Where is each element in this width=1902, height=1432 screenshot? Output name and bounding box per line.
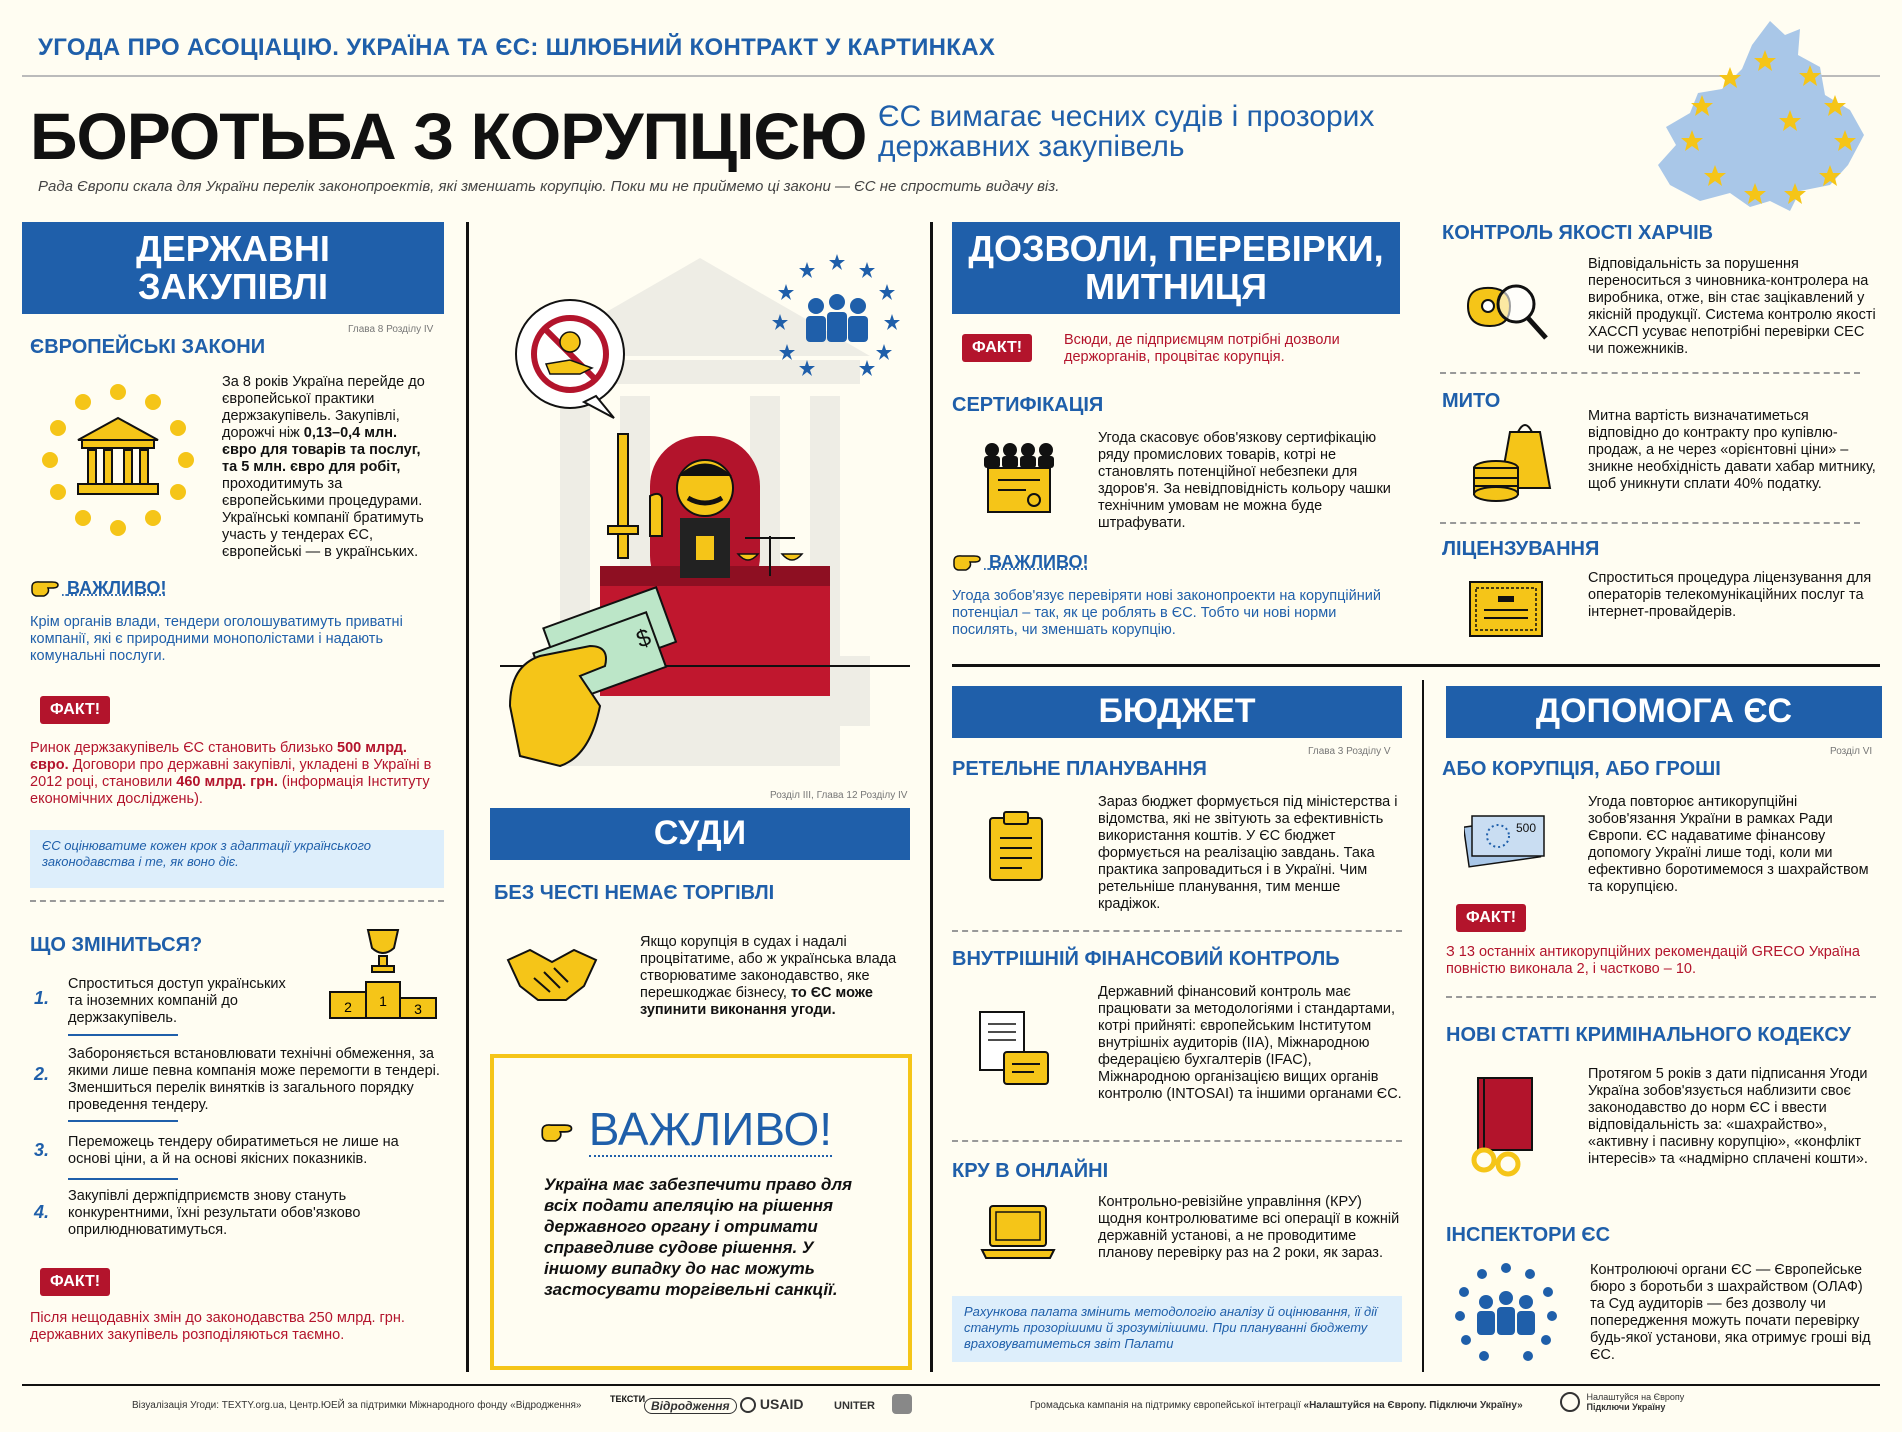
budget-ref: Глава 3 Розділу V: [1308, 746, 1391, 757]
eu-laws-text-bold: 0,13–0,4 млн. євро для товарів та послуг, та 5 млн. євро для робіт,: [222, 425, 421, 475]
footer-right: [1030, 1400, 1523, 1411]
food-title: КОНТРОЛЬ ЯКОСТІ ХАРЧІВ: [1442, 222, 1714, 244]
change-num-2: 2.: [34, 1064, 50, 1084]
change-text-1: Спроститься доступ українських та іноземних компаній до держзакупівель.: [68, 976, 286, 1026]
dash-col1: [30, 900, 444, 902]
control-text: Державний фінансовий контроль має працювати за методологіями і стандартами, котрі прийняті: європейським Інститутом внутрішніх аудиторів (IIA), Міжнародною федерацією бухгалтерів (IFAC), Міжнародною організацією вищих органів контролю (INTOSAI) та іншими органами ЄС.: [1098, 984, 1402, 1102]
documents-icon: [978, 1010, 1050, 1086]
procurement-fact-text: [30, 740, 440, 808]
money-title: АБО КОРУПЦІЯ, АБО ГРОШІ: [1442, 758, 1721, 780]
divider-col2: [930, 222, 933, 1372]
subtitle-line1: ЄС вимагає чесних судів і прозорих: [878, 100, 1375, 133]
eu-laws-text-a: За 8 років Україна перейде до європейської практики держзакупівель. Закупівлі, дорожчі ніж: [222, 374, 425, 441]
svg-text:$: $: [632, 623, 655, 654]
courts-ref: Розділ III, Глава 12 Розділу IV: [770, 790, 908, 801]
important-label-1: [30, 578, 167, 599]
no-bribe-icon: [510, 296, 630, 420]
food-control-icon: [1462, 276, 1552, 346]
kru-title: КРУ В ОНЛАЙНІ: [952, 1160, 1109, 1182]
permits-fact-text: Всюди, де підприємцям потрібні дозволи держорганів, процвітає корупція.: [1064, 332, 1340, 365]
budget-note: Рахункова палата змінить методологію аналізу й оцінювання, її дії стануть прозорішими й зрозумілішими. При плануванні бюджету враховуватиметься звіт Палати: [952, 1296, 1402, 1362]
coins-bag-icon: [1470, 418, 1556, 504]
fact1-bold1: 500 млрд. євро.: [30, 740, 407, 773]
section-procurement-line2: ЗАКУПІВЛІ: [137, 266, 329, 307]
footer-right-bold: «Налаштуйся на Європу. Підключи Україну»: [1303, 1400, 1523, 1411]
change-num-3: 3.: [34, 1140, 50, 1160]
procurement-note: ЄС оцінюватиме кожен крок з адаптації українського законодавства і те, як воно діє.: [30, 830, 444, 888]
podium-icon: [326, 924, 446, 1020]
procurement-important-text: Крім органів влади, тендери оголошуватимуть приватні компанії, які є природними монополістами і надають комунальні послуги.: [30, 614, 403, 664]
cert-text: Угода скасовує обов'язкову сертифікацію ряду промислових товарів, котрі не становлять потенційної небезпеки для здоров'я. За невідповідність кольору чашки технічним умовам не можна буде штрафувати.: [1098, 430, 1391, 531]
control-title: ВНУТРІШНІЙ ФІНАНСОВИЙ КОНТРОЛЬ: [952, 948, 1340, 970]
procurement-ref: Глава 8 Розділу IV: [348, 324, 434, 335]
dash-help-1: [1446, 996, 1876, 998]
courts-important-box: [490, 1054, 912, 1370]
code-text: Протягом 5 років з дати підписання Угоди Україна зобов'язується наблизити своє законодавство до норм ЄС і ввести відповідальність за: «шахрайство», «активну і пасивну корупцію», «конфлікт інтересів» та «надмірно сплачені кошти».: [1588, 1066, 1868, 1167]
footer-logo-vidrodzhennya: Відродження: [644, 1398, 737, 1414]
section-eu-help: ДОПОМОГА ЄС: [1446, 686, 1882, 738]
intro-text: Рада Європи скала для України перелік законопроектів, які зменшать корупцію. Поки ми не приймемо ці закони — ЄС не спростить видачу віз.: [38, 178, 1060, 195]
eu-laws-text: [222, 374, 432, 561]
eu-laws-title: ЄВРОПЕЙСЬКІ ЗАКОНИ: [30, 336, 266, 358]
dash-col4-2: [1440, 522, 1860, 524]
plan-title: РЕТЕЛЬНЕ ПЛАНУВАННЯ: [952, 758, 1207, 780]
dash-change-2: [68, 1120, 178, 1122]
procurement-fact2-text: Після нещодавніх змін до законодавства 250 млрд. грн. державних закупівель розподіляються таємно.: [30, 1310, 405, 1343]
section-courts: СУДИ: [490, 808, 910, 860]
fact1-bold2: 460 млрд. грн.: [176, 774, 278, 790]
divider-bottom: [22, 1384, 1880, 1386]
fact-badge-3: ФАКТ!: [962, 334, 1032, 362]
customs-text: Митна вартість визначатиметься відповідно до контракту про купівлю-продаж, а не через «орієнтовні ціни» – зникне необхідність давати хабар митнику, щоб уникнути сплати 40% податку.: [1588, 408, 1876, 492]
footer-logo-usaid: [740, 1396, 803, 1413]
important-label-1-text: ВАЖЛИВО!: [67, 578, 167, 598]
license-text: Спроститься процедура ліцензування для операторів телекомунікаційних послуг та інтернет-провайдерів.: [1588, 570, 1872, 620]
fact-badge-2: ФАКТ!: [40, 1268, 110, 1296]
honor-text-a: Якщо корупція в судах і надалі процвітатиме, або ж українська влада створюватиме законодавство, яке перешкоджає бізнесу,: [640, 934, 897, 1001]
license-title: ЛІЦЕНЗУВАННЯ: [1442, 538, 1600, 560]
podium-label-2: 2: [344, 999, 352, 1015]
divider-col3: [1422, 680, 1424, 1372]
eu-stars-building-icon: [38, 378, 198, 538]
divider-col1: [466, 222, 469, 1372]
usaid-seal-icon: [740, 1397, 756, 1413]
campaign-logo-line2: Підключи Україну: [1586, 1402, 1666, 1412]
podium-label-3: 3: [414, 1001, 422, 1017]
footer-logo-misc-icon: [892, 1394, 912, 1414]
handshake-icon: [504, 944, 600, 1006]
top-title: УГОДА ПРО АСОЦІАЦІЮ. УКРАЇНА ТА ЄС: ШЛЮБНИЙ КОНТРАКТ У КАРТИНКАХ: [38, 34, 996, 61]
cert-title: СЕРТИФІКАЦІЯ: [952, 394, 1104, 416]
dash-budget-1: [952, 930, 1402, 932]
honor-title: БЕЗ ЧЕСТІ НЕМАЄ ТОРГІВЛІ: [494, 882, 775, 904]
kru-text: Контрольно-ревізійне управління (КРУ) щодня контролюватиме всі операції в кожній державній установі, а не проводитиме планову перевірку раз на 2 роки, як зараз.: [1098, 1194, 1400, 1261]
courts-important-text: Україна має забезпечити право для всіх подати апеляцію на рішення державного органу і отримати справедливе судове рішення. У іншому випадку до нас можуть застосувати торгівельні санкції.: [544, 1175, 853, 1299]
certificate-icon: [980, 442, 1058, 516]
important-label-3: [952, 552, 1089, 573]
footer-usaid-text: USAID: [759, 1396, 804, 1412]
food-text: Відповідальність за порушення переноситься з чиновника-контролера на виробника, отже, він стає зацікавлений у якісній продукції. Система контролю якості ХАССП усуває непотрібні перевірки СЕС чи пожежників.: [1588, 256, 1876, 357]
footer-logo-texty: ТЕКСТИ: [610, 1394, 646, 1404]
change-num-4: 4.: [34, 1202, 50, 1222]
honor-text: [640, 934, 902, 1019]
courts-important-heading: [540, 1102, 832, 1156]
podium-label-1: 1: [379, 993, 387, 1009]
pointing-hand-icon: [30, 579, 62, 599]
section-procurement-line1: ДЕРЖАВНІ: [136, 228, 330, 270]
permits-important-text: Угода зобов'язує перевіряти нові законопроекти на корупційний потенціал – так, як це роблять в ЄС. Тобто чи нові норми посилять, чи зменшать корупцію.: [952, 588, 1381, 638]
footer-left: Візуалізація Угоди: TEXTY.org.ua, Центр.ЮЕЙ за підтримки Міжнародного фонду «Відродження»: [132, 1400, 582, 1411]
divider-mid: [952, 664, 1880, 667]
help-ref: Розділ VI: [1830, 746, 1873, 757]
subtitle-line2: державних закупівель: [878, 130, 1185, 163]
campaign-logo-icon: [1560, 1392, 1580, 1412]
section-permits-line1: ДОЗВОЛИ, ПЕРЕВІРКИ,: [968, 228, 1384, 270]
banknote-value: 500: [1515, 821, 1537, 835]
clipboard-icon: [988, 810, 1044, 882]
pointing-hand-icon-3: [952, 553, 984, 573]
important-label-3-text: ВАЖЛИВО!: [989, 552, 1089, 572]
change-num-1: 1.: [34, 988, 50, 1008]
page-subtitle: [878, 102, 1374, 162]
customs-title: МИТО: [1442, 390, 1501, 412]
plan-text: Зараз бюджет формується під міністерства і відомства, які не звітують за ефективність використання коштів. У ЄС бюджет формується на реалізацію завдань. Така практика запровадиться і в Україні. Чим ретельніше планування, тим менше крадіжок.: [1098, 794, 1398, 912]
section-procurement: [22, 222, 444, 314]
change-text-4: Закупівлі держпідприємств знову стануть конкурентними, їхні результати обов'язково оприлюднюватимуться.: [68, 1188, 361, 1238]
license-icon: [1468, 580, 1544, 638]
dash-col4-1: [1440, 372, 1860, 374]
laptop-icon: [980, 1202, 1056, 1262]
eu-map-icon: [1650, 15, 1880, 215]
criminal-code-icon: [1468, 1074, 1552, 1178]
campaign-logo-text: [1587, 1392, 1685, 1412]
footer-logo-uniter: UNITER: [834, 1400, 875, 1412]
eu-inspectors-icon: [1454, 1262, 1558, 1362]
fact1-c: (інформація Інституту економічних досліджень).: [30, 774, 430, 807]
money-text: Угода повторює антикорупційні зобов'язання України в рамках Ради Європи. ЄС надаватиме фінансову допомогу Україні лише тоді, коли ми ефективно боротимемося з шахрайством та корупцією.: [1588, 794, 1869, 895]
fact1-b: Договори про державні закупівлі, укладені в Україні в 2012 році, становили: [30, 757, 432, 790]
changes-title: ЩО ЗМІНИТЬСЯ?: [30, 934, 203, 956]
inspect-title: ІНСПЕКТОРИ ЄС: [1446, 1224, 1611, 1246]
inspect-text: Контролюючі органи ЄС — Європейське бюро з боротьби з шахрайством (ОЛАФ) та Суд аудиторів — без дозволу чи попередження можуть почати перевірку будь-якої установи, яка отримує гроші від ЄС.: [1590, 1262, 1871, 1363]
help-fact-text: З 13 останніх антикорупційних рекомендацій GRECO Україна повністю виконала 2, і частково – 10.: [1446, 944, 1860, 977]
eu-officials-icon: [772, 252, 902, 378]
dash-change-3: [68, 1178, 178, 1180]
section-permits-line2: МИТНИЦЯ: [1085, 266, 1267, 307]
dash-budget-2: [952, 1140, 1402, 1142]
eu-laws-text-b: проходитимуть за європейськими процедурами. Українські компанії братимуть участь у тендерах ЄС, європейські — в українських.: [222, 476, 424, 560]
fact1-a: Ринок держзакупівель ЄС становить близько: [30, 740, 338, 756]
code-title: НОВІ СТАТТІ КРИМІНАЛЬНОГО КОДЕКСУ: [1446, 1024, 1851, 1046]
campaign-logo-line1: Налаштуйся на Європу: [1586, 1392, 1685, 1402]
dash-change-1: [68, 1034, 178, 1036]
pointing-hand-icon-big: [540, 1121, 576, 1145]
top-divider: [22, 75, 1880, 77]
section-permits: [952, 222, 1400, 314]
change-text-3: Переможець тендеру обиратиметься не лише на основі ціни, а й на основі якісних показників.: [68, 1134, 399, 1167]
page-title: БОРОТЬБА З КОРУПЦІЄЮ: [30, 99, 867, 173]
courts-important-label: ВАЖЛИВО!: [588, 1103, 833, 1155]
fact-badge-1: ФАКТ!: [40, 696, 110, 724]
footer-right-a: Громадська кампанія на підтримку європейської інтеграції: [1030, 1400, 1304, 1411]
section-budget: БЮДЖЕТ: [952, 686, 1402, 738]
fact-badge-4: ФАКТ!: [1456, 904, 1526, 932]
euro-banknote-icon: [1464, 806, 1548, 868]
footer-campaign-logo: [1560, 1392, 1684, 1412]
change-text-2: Забороняється встановлювати технічні обмеження, за якими лише певна компанія може перемогти в тендері. Зменшиться перелік винятків із загального порядку проведення тендеру.: [68, 1046, 440, 1113]
honor-text-bold: то ЄС може зупинити виконання угоди.: [640, 985, 873, 1018]
